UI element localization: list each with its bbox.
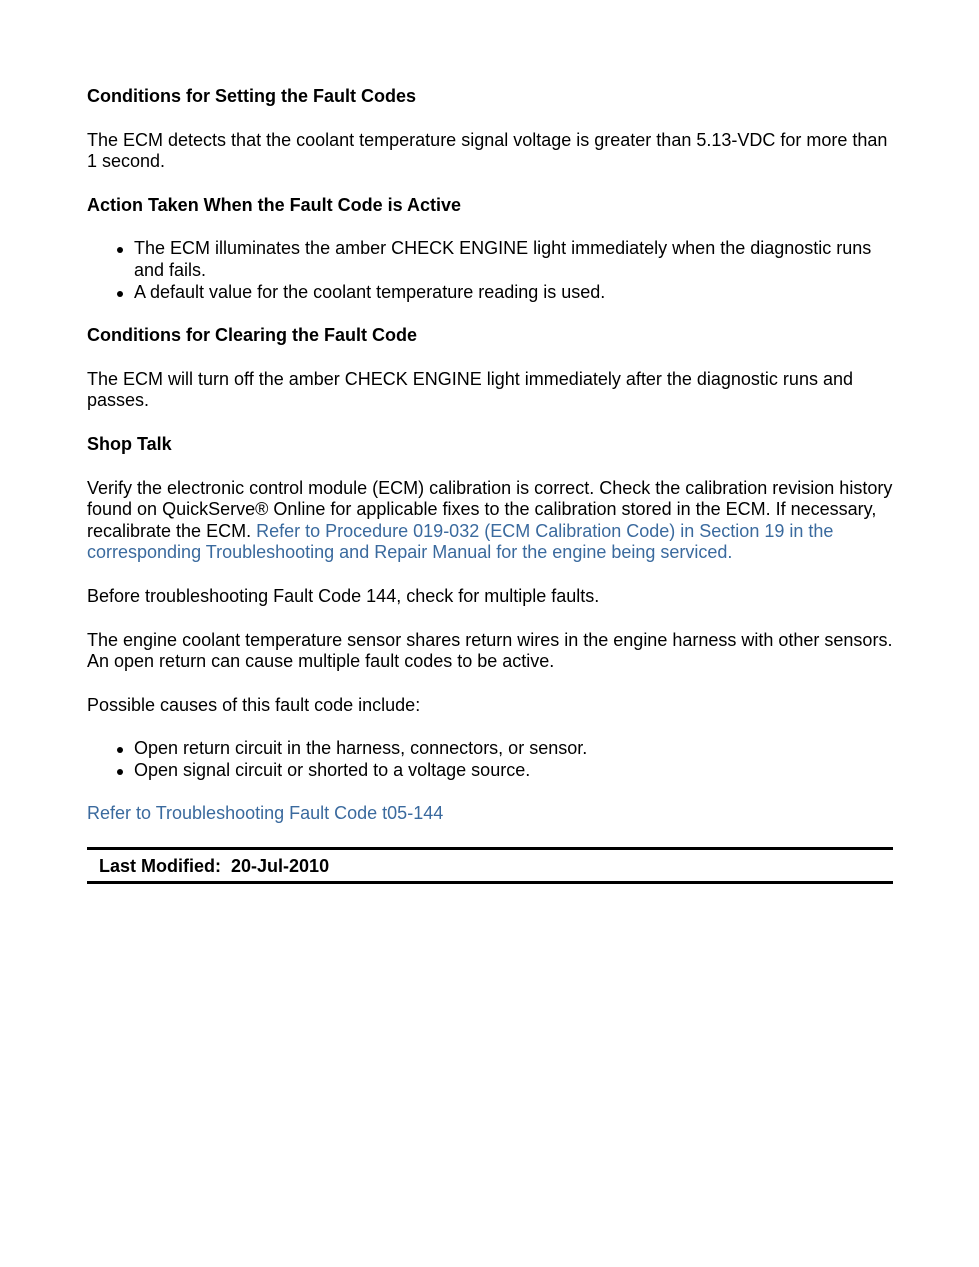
causes-intro: Possible causes of this fault code include: (87, 694, 421, 715)
last-modified-bar (87, 847, 893, 884)
shoptalk-heading: Shop Talk (87, 433, 172, 454)
document-body (87, 86, 893, 884)
list-item: A default value for the coolant temperature reading is used. (134, 282, 893, 304)
list-item: The ECM illuminates the amber CHECK ENGINE light immediately when the diagnostic runs and fails. (134, 238, 893, 281)
clearing-text: The ECM will turn off the amber CHECK ENGINE light immediately after the diagnostic runs and passes. (87, 368, 853, 411)
setting-text: The ECM detects that the coolant temperature signal voltage is greater than 5.13-VDC for more than 1 second. (87, 129, 888, 172)
troubleshooting-link[interactable]: Refer to Troubleshooting Fault Code t05-144 (87, 803, 444, 824)
causes-list (87, 738, 893, 781)
action-list (87, 238, 893, 303)
list-item: Open signal circuit or shorted to a voltage source. (134, 760, 893, 782)
sensor-text: The engine coolant temperature sensor shares return wires in the engine harness with other sensors. An open return can cause multiple fault codes to be active. (87, 629, 893, 672)
last-modified (99, 856, 329, 878)
setting-heading: Conditions for Setting the Fault Codes (87, 86, 416, 106)
refer-paragraph (87, 803, 893, 825)
last-modified-date: 20-Jul-2010 (231, 856, 330, 877)
clearing-heading: Conditions for Clearing the Fault Code (87, 325, 417, 346)
shoptalk-paragraph (87, 478, 893, 564)
action-heading: Action Taken When the Fault Code is Active (87, 194, 462, 215)
before-text: Before troubleshooting Fault Code 144, check for multiple faults. (87, 585, 600, 606)
list-item: Open return circuit in the harness, connectors, or sensor. (134, 738, 893, 760)
procedure-link[interactable]: Refer to Procedure 019-032 (ECM Calibration Code) in Section 19 in the corresponding Troubleshooting and Repair Manual for the engine being serviced. (87, 520, 834, 563)
last-modified-label: Last Modified: (99, 856, 221, 877)
shoptalk-text: Verify the electronic control module (ECM) calibration is correct. Check the calibration revision history found on QuickServe® Online for applicable fixes to the calibration stored in the ECM. If necessary, recalibrate the ECM. (87, 477, 893, 541)
